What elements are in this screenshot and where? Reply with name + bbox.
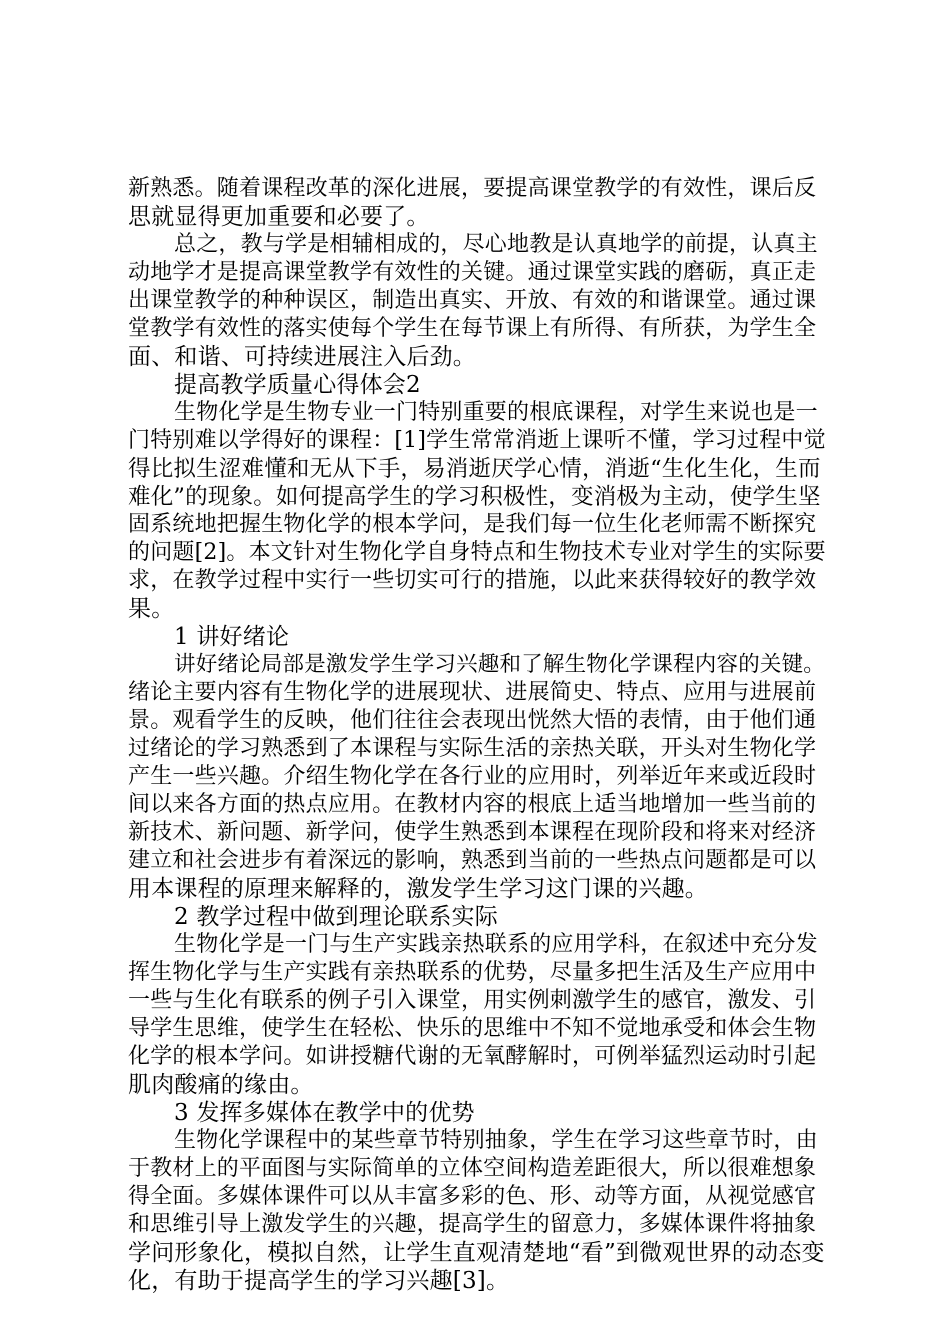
text-line: 导学生思维，使学生在轻松、快乐的思维中不知不觉地承受和体会生物 [128, 1016, 817, 1041]
text-line: 新熟悉。随着课程改革的深化进展，要提高课堂教学的有效性，课后反 [128, 176, 817, 201]
text-line: 面、和谐、可持续进展注入后劲。 [128, 344, 476, 370]
text-line: 思就显得更加重要和必要了。 [128, 204, 430, 230]
text-line: 绪论主要内容有生物化学的进展现状、进展简史、特点、应用与进展前 [128, 680, 817, 705]
document-body [128, 175, 828, 1295]
text-line: 用本课程的原理来解释的，激发学生学习这门课的兴趣。 [128, 876, 708, 902]
text-line: 得全面。多媒体课件可以从丰富多彩的色、形、动等方面，从视觉感官 [128, 1184, 817, 1209]
text-line: 总之，教与学是相辅相成的，尽心地教是认真地学的前提，认真主 [174, 232, 818, 257]
text-line: 讲好绪论局部是激发学生学习兴趣和了解生物化学课程内容的关键。 [174, 652, 826, 677]
text-line: 出课堂教学的种种误区，制造出真实、开放、有效的和谐课堂。通过课 [128, 288, 817, 313]
text-line: 的问题[2]。本文针对生物化学自身特点和生物技术专业对学生的实际要 [128, 540, 826, 565]
text-line: 3 发挥多媒体在教学中的优势 [174, 1100, 475, 1126]
text-line: 生物化学是生物专业一门特别重要的根底课程，对学生来说也是一 [174, 400, 818, 425]
text-line: 固系统地把握生物化学的根本学问，是我们每一位生化老师需不断探究 [128, 512, 817, 537]
text-line: 间以来各方面的热点应用。在教材内容的根底上适当地增加一些当前的 [128, 792, 817, 817]
text-line: 新技术、新问题、新学问，使学生熟悉到本课程在现阶段和将来对经济 [128, 820, 817, 845]
text-line: 产生一些兴趣。介绍生物化学在各行业的应用时，列举近年来或近段时 [128, 764, 817, 789]
text-line: 和思维引导上激发学生的兴趣，提高学生的留意力，多媒体课件将抽象 [128, 1212, 817, 1237]
text-line: 过绪论的学习熟悉到了本课程与实际生活的亲热关联，开头对生物化学 [128, 736, 817, 761]
text-line: 建立和社会进步有着深远的影响，熟悉到当前的一些热点问题都是可以 [128, 848, 817, 873]
text-line: 生物化学课程中的某些章节特别抽象，学生在学习这些章节时，由 [174, 1128, 818, 1153]
text-line: 2 教学过程中做到理论联系实际 [174, 904, 498, 930]
text-line: 生物化学是一门与生产实践亲热联系的应用学科，在叙述中充分发 [174, 932, 818, 957]
text-line: 化学的根本学问。如讲授糖代谢的无氧酵解时，可例举猛烈运动时引起 [128, 1044, 817, 1069]
text-line: 门特别难以学得好的课程：[1]学生常常消逝上课听不懂，学习过程中觉 [128, 428, 826, 453]
text-line: 难化”的现象。如何提高学生的学习积极性，变消极为主动，使学生坚 [128, 484, 821, 510]
text-line: 得比拟生涩难懂和无从下手，易消逝厌学心情，消逝“生化生化，生而 [128, 456, 821, 482]
text-line: 堂教学有效性的落实使每个学生在每节课上有所得、有所获，为学生全 [128, 316, 817, 341]
text-line: 动地学才是提高课堂教学有效性的关键。通过课堂实践的磨砺，真正走 [128, 260, 817, 285]
text-line: 学问形象化，模拟自然，让学生直观清楚地“看”到微观世界的动态变 [128, 1240, 825, 1266]
text-line: 肌肉酸痛的缘由。 [128, 1072, 314, 1098]
text-line: 于教材上的平面图与实际简单的立体空间构造差距很大，所以很难想象 [128, 1156, 817, 1181]
text-line: 一些与生化有联系的例子引入课堂，用实例刺激学生的感官，激发、引 [128, 988, 817, 1013]
text-line: 景。观看学生的反映，他们往往会表现出恍然大悟的表情，由于他们通 [128, 708, 817, 733]
text-line: 提高教学质量心得体会2 [174, 372, 421, 398]
text-line: 1 讲好绪论 [174, 624, 290, 650]
text-line: 化，有助于提高学生的学习兴趣[3]。 [128, 1268, 510, 1294]
text-line: 挥生物化学与生产实践有亲热联系的优势，尽量多把生活及生产应用中 [128, 960, 817, 985]
text-line: 果。 [128, 596, 175, 622]
text-line: 求，在教学过程中实行一些切实可行的措施，以此来获得较好的教学效 [128, 568, 817, 593]
